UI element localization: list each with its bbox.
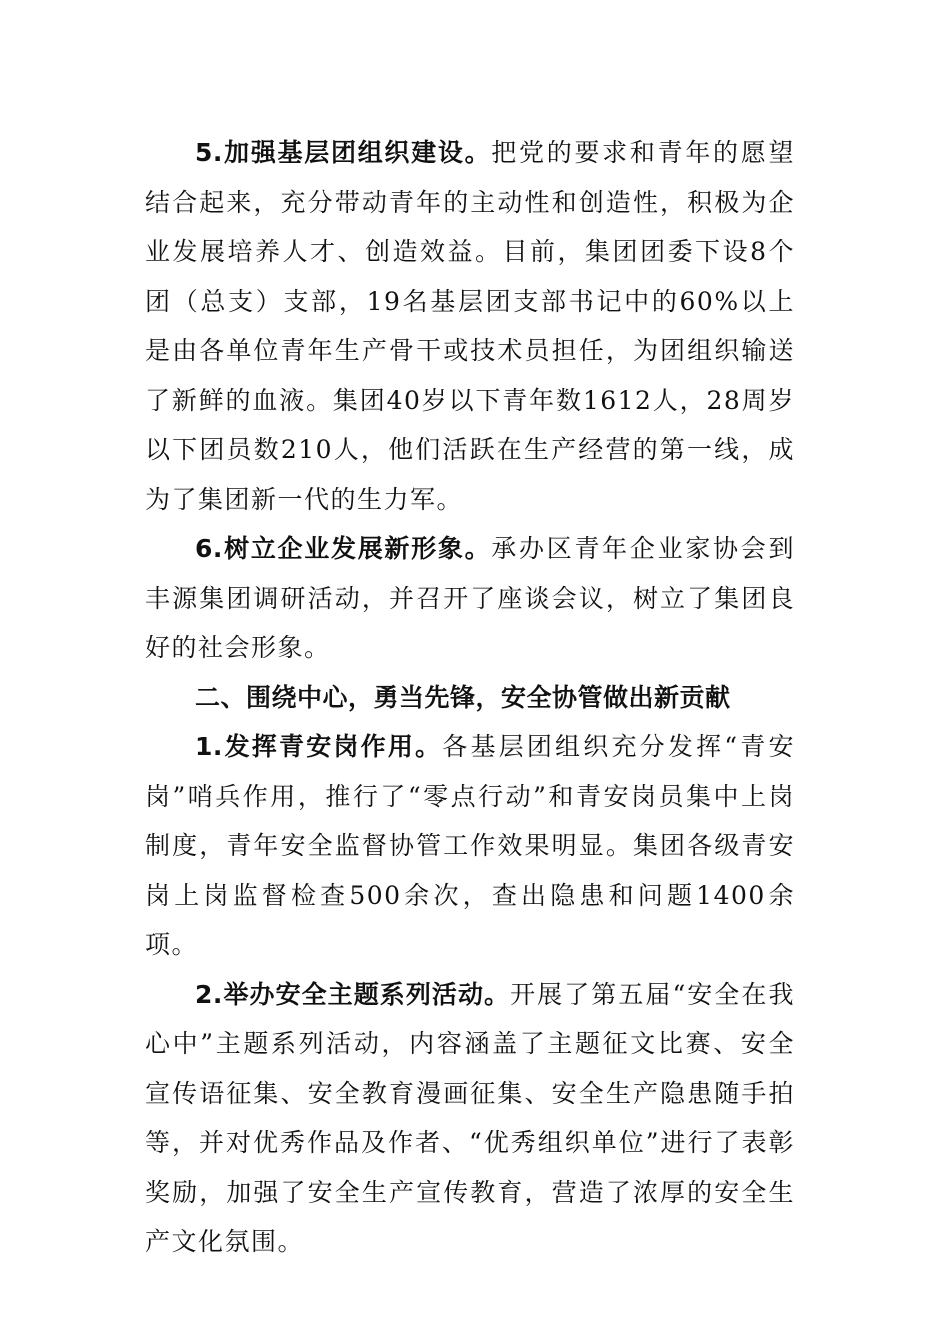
paragraph-enterprise-image — [145, 524, 795, 673]
paragraph-safety-activities — [145, 970, 795, 1267]
paragraph-text: 承办区青年企业家协会到丰源集团调研活动，并召开了座谈会议，树立了集团良好的社会形象。 — [145, 534, 795, 662]
document-body — [145, 128, 795, 1267]
paragraph-lead: 5.加强基层团组织建设。 — [195, 138, 492, 167]
paragraph-lead: 6.树立企业发展新形象。 — [195, 534, 492, 563]
paragraph-grassroots-league — [145, 128, 795, 524]
paragraph-text: 各基层团组织充分发挥“青安岗”哨兵作用，推行了“零点行动”和青安岗员集中上岗制度，青年安全监督协管工作效果明显。集团各级青安岗上岗监督检查500余次，查出隐患和问题1400余项。 — [145, 732, 795, 959]
paragraph-lead: 2.举办安全主题系列活动。 — [195, 979, 511, 1009]
paragraph-youth-safety-post — [145, 722, 795, 970]
paragraph-text: 把党的要求和青年的愿望结合起来，充分带动青年的主动性和创造性，积极为企业发展培养人才、创造效益。目前，集团团委下设8个团（总支）支部，19名基层团支部书记中的60%以上是由各单位青年生产骨干或技术员担任，为团组织输送了新鲜的血液。集团40岁以下青年数1612人，28周岁以下团员数210人，他们活跃在生产经营的第一线，成为了集团新一代的生力军。 — [145, 138, 795, 514]
paragraph-lead: 1.发挥青安岗作用。 — [195, 732, 443, 761]
paragraph-text: 开展了第五届“安全在我心中”主题系列活动，内容涵盖了主题征文比赛、安全宣传语征集、安全教育漫画征集、安全生产隐患随手拍等，并对优秀作品及作者、“优秀组织单位”进行了表彰奖励，加强了安全生产宣传教育，营造了浓厚的安全生产文化氛围。 — [145, 979, 795, 1256]
section-heading: 二、围绕中心，勇当先锋，安全协管做出新贡献 — [195, 682, 731, 712]
